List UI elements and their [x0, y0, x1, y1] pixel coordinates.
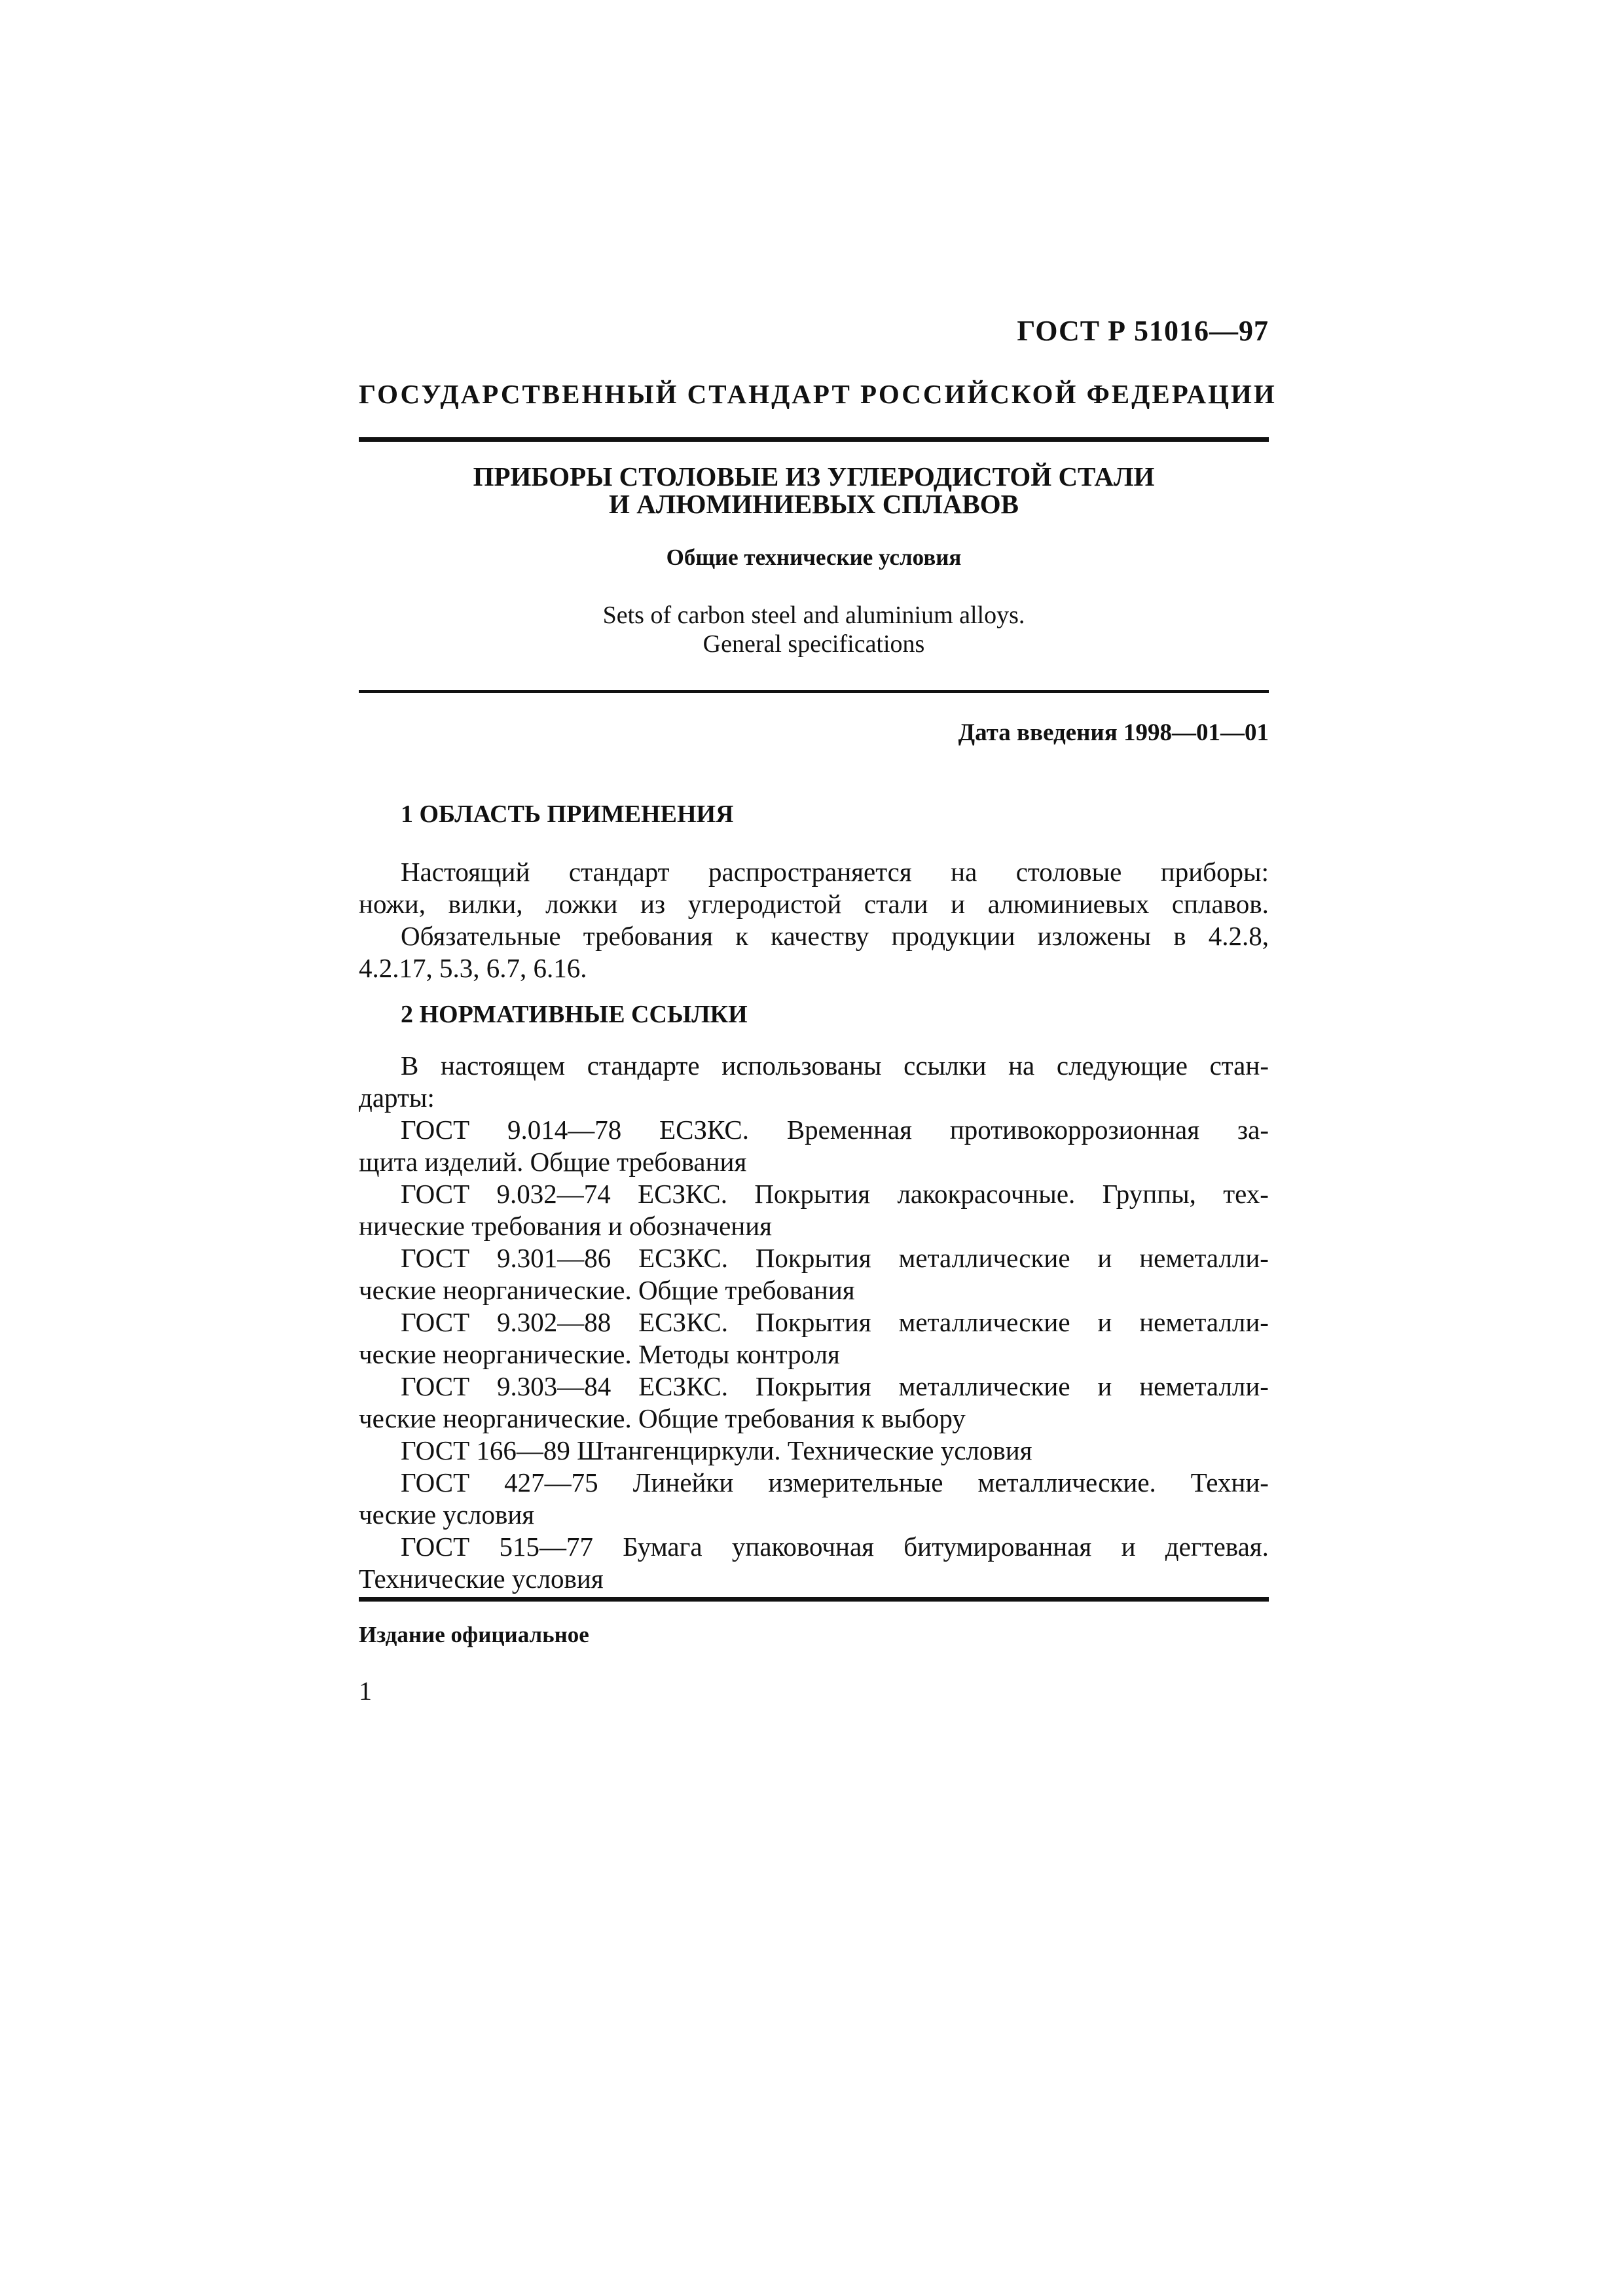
state-standard-heading: ГОСУДАРСТВЕННЫЙ СТАНДАРТ РОССИЙСКОЙ ФЕДЕРАЦИИ — [359, 379, 1277, 409]
standard-code: ГОСТ Р 51016—97 — [1017, 315, 1269, 347]
word: неметалли- — [1139, 1371, 1269, 1401]
word: 9.032—74 — [496, 1179, 611, 1209]
word: неметалли- — [1139, 1243, 1269, 1273]
word: и — [1097, 1243, 1112, 1273]
reference-line: ческие неорганические. Общие требования — [359, 1275, 855, 1305]
word: использованы — [721, 1050, 882, 1081]
word: металлические — [898, 1307, 1070, 1337]
reference-line — [359, 1114, 1269, 1146]
reference-line: ческие условия — [359, 1499, 535, 1530]
word: лакокрасочные. — [897, 1179, 1076, 1209]
word: ГОСТ — [401, 1371, 470, 1401]
reference-line — [359, 1467, 1269, 1499]
reference-line — [359, 1306, 1269, 1338]
word: 9.014—78 — [507, 1115, 622, 1145]
word: В — [401, 1050, 419, 1081]
reference-line — [359, 1242, 1269, 1274]
word: Настоящий — [401, 857, 530, 887]
reference-line — [359, 1178, 1269, 1210]
word: и — [1121, 1532, 1136, 1562]
word: ЕСЗКС. — [638, 1179, 727, 1209]
introduction-date: Дата введения 1998—01—01 — [958, 719, 1269, 746]
reference-line: Технические условия — [359, 1564, 604, 1594]
section-1-body — [359, 856, 1269, 984]
word: ЕСЗКС. — [638, 1371, 728, 1401]
word: ГОСТ — [401, 1532, 470, 1562]
word: ссылки — [903, 1050, 987, 1081]
english-title-line-2: General specifications — [702, 630, 925, 658]
reference-line: ческие неорганические. Общие требования к выбору — [359, 1403, 966, 1433]
word: 427—75 — [504, 1467, 598, 1498]
title-line-1: ПРИБОРЫ СТОЛОВЫЕ ИЗ УГЛЕРОДИСТОЙ СТАЛИ — [473, 461, 1155, 492]
word: и — [1097, 1371, 1112, 1401]
word: Техни- — [1190, 1467, 1269, 1498]
word: Группы, — [1102, 1179, 1196, 1209]
word: металлические — [898, 1243, 1070, 1273]
word: ЕСЗКС. — [659, 1115, 749, 1145]
word: приборы: — [1160, 857, 1269, 887]
word: на — [951, 857, 977, 887]
document-subtitle: Общие технические условия — [666, 545, 962, 570]
word: столовые — [1015, 857, 1122, 887]
section-2-body — [359, 1050, 1269, 1595]
reference-line: нические требования и обозначения — [359, 1211, 773, 1241]
word: дегтевая. — [1165, 1532, 1269, 1562]
reference-line — [359, 1050, 1269, 1082]
section-1-line: 4.2.17, 5.3, 6.7, 6.16. — [359, 953, 587, 983]
word: к — [735, 921, 749, 951]
word: измерительные — [768, 1467, 943, 1498]
section-1-line — [359, 888, 1269, 920]
word: Покрытия — [755, 1307, 871, 1337]
word: за- — [1237, 1115, 1269, 1145]
reference-line — [359, 1531, 1269, 1563]
word: тех- — [1223, 1179, 1269, 1209]
word: ЕСЗКС. — [638, 1243, 728, 1273]
word: на — [1008, 1050, 1035, 1081]
word: качеству — [771, 921, 869, 951]
section-1-heading: 1 ОБЛАСТЬ ПРИМЕНЕНИЯ — [401, 800, 734, 828]
word: следующие — [1056, 1050, 1188, 1081]
word: настоящем — [441, 1050, 566, 1081]
word: 9.301—86 — [497, 1243, 611, 1273]
word: ГОСТ — [401, 1307, 470, 1337]
official-edition-label: Издание официальное — [359, 1622, 589, 1647]
word: и — [1097, 1307, 1112, 1337]
reference-line: ческие неорганические. Методы контроля — [359, 1339, 840, 1369]
word: металлические — [898, 1371, 1070, 1401]
word: Бумага — [623, 1532, 702, 1562]
word: требования — [583, 921, 713, 951]
word: ГОСТ — [401, 1243, 470, 1273]
word: 9.302—88 — [497, 1307, 611, 1337]
section-1-line — [359, 920, 1269, 952]
word: углеродистой — [687, 889, 842, 919]
word: стандарте — [587, 1050, 700, 1081]
page-number: 1 — [359, 1676, 372, 1706]
footer-divider — [359, 1597, 1269, 1602]
word: стали — [864, 889, 928, 919]
document-page — [359, 0, 1277, 2296]
title-divider — [359, 690, 1269, 693]
word: алюминиевых — [987, 889, 1150, 919]
word: Покрытия — [755, 1243, 871, 1273]
word: Линейки — [632, 1467, 734, 1498]
word: стандарт — [568, 857, 670, 887]
word: неметалли- — [1139, 1307, 1269, 1337]
title-line-2: И АЛЮМИНИЕВЫХ СПЛАВОВ — [609, 489, 1019, 519]
word: 4.2.8, — [1208, 921, 1269, 951]
english-title — [359, 601, 1269, 658]
word: в — [1173, 921, 1186, 951]
word: Обязательные — [401, 921, 561, 951]
english-title-line-1: Sets of carbon steel and aluminium alloys. — [602, 601, 1025, 629]
section-1-line — [359, 856, 1269, 888]
word: битумированная — [903, 1532, 1092, 1562]
word: упаковочная — [731, 1532, 875, 1562]
word: и — [951, 889, 966, 919]
word: 515—77 — [499, 1532, 593, 1562]
word: ложки — [545, 889, 618, 919]
document-title — [359, 463, 1269, 518]
word: противокоррозионная — [949, 1115, 1200, 1145]
word: ЕСЗКС. — [638, 1307, 728, 1337]
word: Временная — [786, 1115, 912, 1145]
word: сплавов. — [1171, 889, 1269, 919]
word: из — [640, 889, 666, 919]
word: Покрытия — [755, 1371, 871, 1401]
word: ГОСТ — [401, 1467, 470, 1498]
word: 9.303—84 — [497, 1371, 611, 1401]
section-2-heading: 2 НОРМАТИВНЫЕ ССЫЛКИ — [401, 1001, 748, 1028]
word: Покрытия — [754, 1179, 871, 1209]
word: ГОСТ — [401, 1115, 470, 1145]
reference-line: дарты: — [359, 1083, 435, 1113]
word: изложены — [1037, 921, 1152, 951]
word: ножи, — [359, 889, 426, 919]
word: ГОСТ — [401, 1179, 470, 1209]
reference-line: ГОСТ 166—89 Штангенциркули. Технические условия — [401, 1435, 1032, 1465]
reference-line: щита изделий. Общие требования — [359, 1147, 747, 1177]
word: металлические. — [977, 1467, 1156, 1498]
word: продукции — [891, 921, 1015, 951]
word: стан- — [1209, 1050, 1269, 1081]
word: распространяется — [708, 857, 912, 887]
word: вилки, — [448, 889, 523, 919]
header-divider — [359, 437, 1269, 442]
reference-line — [359, 1371, 1269, 1403]
